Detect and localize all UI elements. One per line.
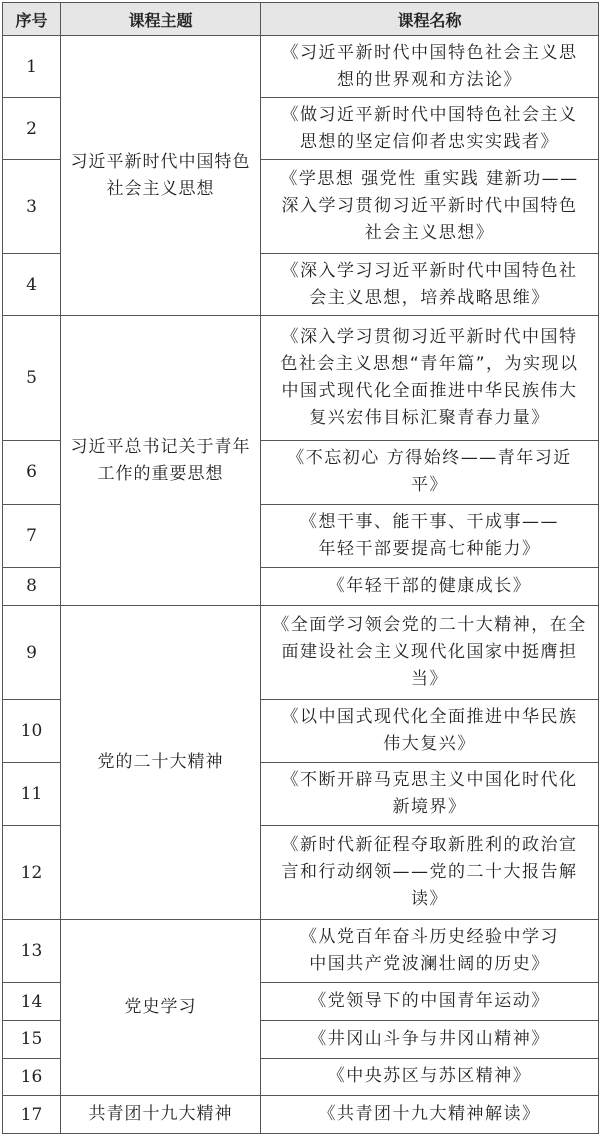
course-name-line: 读》 (411, 889, 448, 910)
course-name-line: 《以中国式现代化全面推进中华民族 (281, 707, 578, 728)
header-theme: 课程主题 (61, 3, 261, 36)
row-number: 13 (3, 920, 61, 983)
course-name (261, 606, 599, 700)
row-number: 9 (3, 606, 61, 700)
course-name-line: 《习近平新时代中国特色社会主义思 (281, 42, 578, 63)
course-name (261, 441, 599, 504)
course-table (2, 2, 599, 1134)
course-name-line: 当》 (411, 669, 448, 690)
course-name (261, 1058, 599, 1096)
course-name-line: 色社会主义思想“青年篇”，为实现以 (280, 354, 579, 375)
course-name (261, 316, 599, 441)
course-name-line: 《共青团十九大精神解读》 (318, 1104, 541, 1125)
course-name (261, 983, 599, 1021)
course-name-line: 《中央苏区与苏区精神》 (327, 1066, 532, 1087)
row-number: 14 (3, 983, 61, 1021)
course-name (261, 920, 599, 983)
course-name-line: 社会主义思想》 (364, 223, 495, 244)
table-row (3, 1096, 599, 1134)
course-name-line: 《深入学习贯彻习近平新时代中国特 (281, 327, 578, 348)
course-name-line: 《年轻干部的健康成长》 (327, 575, 532, 596)
course-name-line: 新境界》 (392, 797, 467, 818)
row-number: 2 (3, 98, 61, 160)
table-row (3, 36, 599, 98)
course-name-line: 伟大复兴》 (383, 734, 476, 755)
course-name-line: 会主义思想，培养战略思维》 (309, 287, 550, 308)
row-number: 15 (3, 1020, 61, 1058)
row-number: 4 (3, 253, 61, 315)
course-name (261, 1020, 599, 1058)
course-name-line: 《井冈山斗争与井冈山精神》 (309, 1028, 550, 1049)
header-name: 课程名称 (261, 3, 599, 36)
table-row (3, 606, 599, 700)
theme-cell: 党史学习 (61, 920, 261, 1096)
table-row (3, 316, 599, 441)
course-name (261, 700, 599, 763)
row-number: 6 (3, 441, 61, 504)
course-name-line: 《从党百年奋斗历史经验中学习 (300, 927, 559, 948)
course-name-line: 《全面学习领会党的二十大精神，在全 (272, 615, 587, 636)
course-name-line: 中国式现代化全面推进中华民族伟大 (281, 381, 578, 402)
row-number: 12 (3, 826, 61, 920)
course-name (261, 98, 599, 160)
course-name-line: 面建设社会主义现代化国家中挺膺担 (281, 642, 578, 663)
row-number: 16 (3, 1058, 61, 1096)
course-name-line: 《新时代新征程夺取新胜利的政治宣 (281, 835, 578, 856)
header-row (3, 3, 599, 36)
row-number: 3 (3, 160, 61, 254)
course-name-line: 年轻干部要提高七种能力》 (318, 538, 541, 559)
course-name-line: 《深入学习习近平新时代中国特色社 (281, 260, 578, 281)
course-name-line: 《不忘初心 方得始终——青年习近 (287, 448, 572, 469)
course-name (261, 567, 599, 606)
course-name-line: 深入学习贯彻习近平新时代中国特色 (281, 196, 578, 217)
course-name (261, 504, 599, 567)
course-name-line: 平》 (411, 475, 448, 496)
course-name (261, 826, 599, 920)
row-number: 8 (3, 567, 61, 606)
course-name-line: 想的世界观和方法论》 (337, 69, 522, 90)
course-name-line: 《做习近平新时代中国特色社会主义 (281, 104, 578, 125)
course-name-line: 言和行动纲领——党的二十大报告解 (281, 862, 578, 883)
theme-cell: 党的二十大精神 (61, 606, 261, 920)
course-name (261, 160, 599, 254)
row-number: 10 (3, 700, 61, 763)
course-name-line: 《不断开辟马克思主义中国化时代化 (281, 770, 578, 791)
course-name-line: 中国共产党波澜壮阔的历史》 (309, 954, 550, 975)
row-number: 11 (3, 763, 61, 826)
course-name-line: 思想的坚定信仰者忠实实践者》 (300, 131, 559, 152)
theme-cell: 共青团十九大精神 (61, 1096, 261, 1134)
row-number: 1 (3, 36, 61, 98)
course-name (261, 36, 599, 98)
course-name (261, 1096, 599, 1134)
course-name (261, 763, 599, 826)
course-name-line: 《学思想 强党性 重实践 建新功—— (280, 169, 579, 190)
course-name (261, 253, 599, 315)
table-row (3, 920, 599, 983)
course-name-line: 《党领导下的中国青年运动》 (309, 991, 550, 1011)
row-number: 5 (3, 316, 61, 441)
course-name-line: 复兴宏伟目标汇聚青春力量》 (309, 408, 550, 429)
theme-cell: 习近平新时代中国特色社会主义思想 (61, 36, 261, 316)
course-name-line: 《想干事、能干事、干成事—— (300, 511, 559, 532)
theme-cell: 习近平总书记关于青年工作的重要思想 (61, 316, 261, 606)
row-number: 7 (3, 504, 61, 567)
header-num: 序号 (3, 3, 61, 36)
row-number: 17 (3, 1096, 61, 1134)
